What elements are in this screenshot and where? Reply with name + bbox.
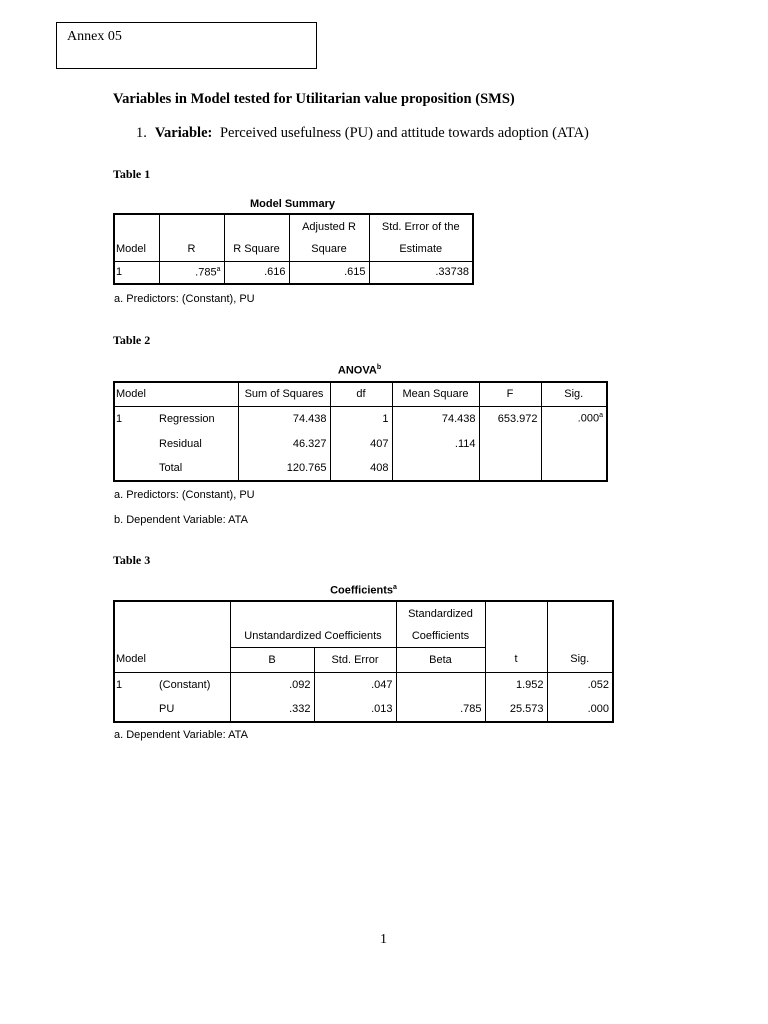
document-heading: Variables in Model tested for Utilitarian value proposition (SMS)	[113, 91, 515, 107]
sig-footnote-mark: a	[599, 412, 603, 420]
table-cell: 74.438	[238, 406, 330, 431]
header-cell: Coefficients	[396, 625, 485, 647]
header-cell: Model	[114, 647, 230, 672]
table3-note: a. Dependent Variable: ATA	[114, 729, 248, 741]
header-cell: Standardized	[396, 601, 485, 625]
header-cell: Sig.	[541, 382, 607, 406]
coefficients-title-sup: a	[393, 584, 397, 591]
table-cell: 1	[330, 406, 392, 431]
header-cell	[114, 625, 230, 647]
table-cell	[114, 456, 156, 481]
table-cell	[159, 261, 224, 284]
header-cell: Beta	[396, 647, 485, 672]
table-cell: .615	[289, 261, 369, 284]
table-row	[114, 697, 613, 722]
header-cell: B	[230, 647, 314, 672]
table-cell: 407	[330, 431, 392, 456]
header-cell: Adjusted R	[289, 214, 369, 238]
table2-note-a: a. Predictors: (Constant), PU	[114, 489, 255, 501]
anova-title: ANOVA	[337, 364, 377, 377]
table2-label: Table 2	[113, 333, 151, 347]
table-cell: .114	[392, 431, 479, 456]
table-cell: .785	[396, 697, 485, 722]
header-cell: Std. Error	[314, 647, 396, 672]
header-cell	[230, 601, 396, 625]
coefficients-title: Coefficients	[330, 584, 394, 597]
table-cell: .332	[230, 697, 314, 722]
coefficients-table	[113, 600, 614, 723]
header-cell	[114, 601, 230, 625]
table-cell: (Constant)	[156, 672, 230, 697]
table-cell: 46.327	[238, 431, 330, 456]
page-number: 1	[380, 932, 387, 947]
header-cell	[547, 601, 613, 625]
table-cell: 1	[114, 406, 156, 431]
table-cell	[114, 431, 156, 456]
header-cell	[485, 601, 547, 625]
table-cell	[114, 697, 156, 722]
table-cell: Regression	[156, 406, 238, 431]
table-cell	[541, 406, 607, 431]
table-row	[114, 456, 607, 481]
table-cell	[392, 456, 479, 481]
header-cell	[224, 214, 289, 238]
list-number: 1.	[136, 125, 147, 141]
table-cell: 1.952	[485, 672, 547, 697]
header-cell: Model	[114, 238, 159, 261]
variable-line	[136, 125, 589, 142]
header-cell: Sum of Squares	[238, 382, 330, 406]
header-cell: Std. Error of the	[369, 214, 473, 238]
variable-label: Variable:	[154, 125, 213, 141]
header-cell	[159, 214, 224, 238]
table-row	[114, 406, 607, 431]
table3-label: Table 3	[113, 553, 151, 567]
r-footnote-mark: a	[216, 265, 221, 273]
table-cell: 25.573	[485, 697, 547, 722]
table-row	[114, 672, 613, 697]
header-cell: R Square	[224, 238, 289, 261]
table3-title	[113, 584, 614, 597]
table-cell: .047	[314, 672, 396, 697]
table-cell: Total	[156, 456, 238, 481]
table2-note-b: b. Dependent Variable: ATA	[114, 514, 248, 526]
table-cell	[479, 431, 541, 456]
table-cell: 1	[114, 672, 156, 697]
header-cell: Estimate	[369, 238, 473, 261]
table-cell: 653.972	[479, 406, 541, 431]
table-cell: 74.438	[392, 406, 479, 431]
annex-label: Annex 05	[67, 29, 122, 44]
table-cell: 408	[330, 456, 392, 481]
table-cell	[541, 431, 607, 456]
header-cell	[485, 625, 547, 647]
table-cell	[541, 456, 607, 481]
sig-value: .000	[577, 413, 600, 426]
header-cell: df	[330, 382, 392, 406]
header-cell: t	[485, 647, 547, 672]
table-cell: 1	[114, 261, 159, 284]
table1-note: a. Predictors: (Constant), PU	[114, 293, 255, 305]
header-cell: Square	[289, 238, 369, 261]
header-cell: Model	[114, 382, 238, 406]
table-cell: .092	[230, 672, 314, 697]
table-row	[114, 431, 607, 456]
r-value: .785	[195, 266, 217, 279]
table-cell	[479, 456, 541, 481]
header-cell: R	[159, 238, 224, 261]
table-cell: .052	[547, 672, 613, 697]
header-cell	[114, 214, 159, 238]
table-cell	[396, 672, 485, 697]
table2-title	[113, 364, 606, 377]
table-cell: Residual	[156, 431, 238, 456]
table-cell: PU	[156, 697, 230, 722]
header-cell: Unstandardized Coefficients	[230, 625, 396, 647]
table-cell: .000	[547, 697, 613, 722]
table1-title: Model Summary	[250, 198, 335, 210]
table-cell: 120.765	[238, 456, 330, 481]
table1-label: Table 1	[113, 167, 151, 181]
model-summary-table	[113, 213, 474, 285]
table-cell: .33738	[369, 261, 473, 284]
header-cell: Sig.	[547, 647, 613, 672]
anova-title-sup: b	[376, 364, 382, 371]
annex-box	[56, 22, 317, 69]
header-cell	[547, 625, 613, 647]
table-cell: .616	[224, 261, 289, 284]
variable-text: Perceived usefulness (PU) and attitude towards adoption (ATA)	[219, 125, 589, 141]
header-cell: F	[479, 382, 541, 406]
anova-table	[113, 381, 608, 482]
table-cell: .013	[314, 697, 396, 722]
header-cell: Mean Square	[392, 382, 479, 406]
